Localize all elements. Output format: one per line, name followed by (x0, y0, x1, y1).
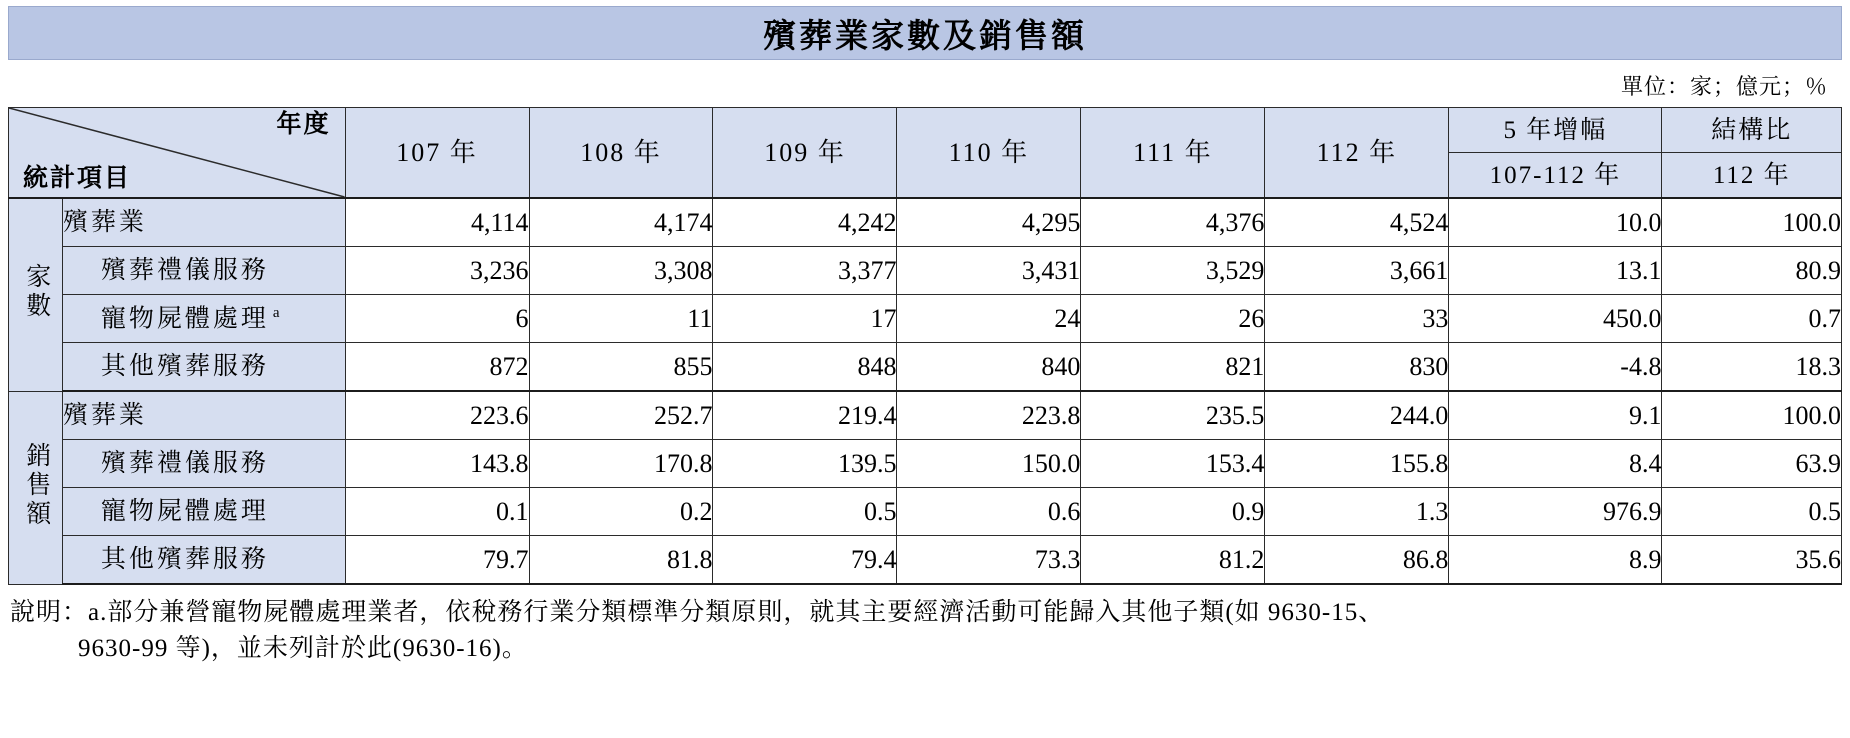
cell-value: 81.2 (1081, 536, 1265, 585)
cell-value: 86.8 (1265, 536, 1449, 585)
row-label: 其他殯葬服務 (62, 343, 345, 392)
row-label: 殯葬禮儀服務 (62, 440, 345, 488)
table-body (9, 198, 1842, 584)
cell-value: 3,431 (897, 247, 1081, 295)
footnote-marker: a (272, 304, 280, 321)
cell-value: 3,529 (1081, 247, 1265, 295)
cell-value: 73.3 (897, 536, 1081, 585)
cell-value: 4,242 (713, 198, 897, 247)
cell-value: 840 (897, 343, 1081, 392)
cell-growth: 8.4 (1449, 440, 1662, 488)
column-header-year-110: 110 年 (897, 108, 1081, 199)
cell-value: 223.8 (897, 391, 1081, 440)
corner-header-cell (9, 108, 346, 199)
page-title-bar (8, 6, 1842, 60)
table-row (9, 391, 1842, 440)
group-label-text: 銷售額 (22, 441, 50, 529)
cell-value: 244.0 (1265, 391, 1449, 440)
group-label-counts (9, 198, 63, 391)
cell-value: 139.5 (713, 440, 897, 488)
cell-structure: 0.5 (1662, 488, 1842, 536)
cell-structure: 100.0 (1662, 198, 1842, 247)
table-container (8, 107, 1842, 585)
cell-value: 0.1 (345, 488, 529, 536)
row-label: 寵物屍體處理 (62, 488, 345, 536)
cell-value: 3,308 (529, 247, 713, 295)
cell-value: 219.4 (713, 391, 897, 440)
cell-growth: 13.1 (1449, 247, 1662, 295)
footnote-line-2: 9630-99 等)，並未列計於此(9630-16)。 (78, 635, 528, 663)
cell-value: 872 (345, 343, 529, 392)
corner-year-label: 年度 (276, 111, 331, 138)
cell-value: 79.4 (713, 536, 897, 585)
cell-growth: 976.9 (1449, 488, 1662, 536)
cell-value: 170.8 (529, 440, 713, 488)
cell-value: 0.6 (897, 488, 1081, 536)
table-row (9, 247, 1842, 295)
column-header-year-111: 111 年 (1081, 108, 1265, 199)
cell-structure: 100.0 (1662, 391, 1842, 440)
group-label-sales (9, 391, 63, 584)
table-row (9, 440, 1842, 488)
cell-value: 0.2 (529, 488, 713, 536)
cell-value: 24 (897, 295, 1081, 343)
cell-value: 33 (1265, 295, 1449, 343)
cell-value: 17 (713, 295, 897, 343)
cell-value: 4,114 (345, 198, 529, 247)
table-row (9, 295, 1842, 343)
cell-structure: 18.3 (1662, 343, 1842, 392)
cell-growth: 9.1 (1449, 391, 1662, 440)
cell-value: 223.6 (345, 391, 529, 440)
column-header-structure: 結構比 (1662, 108, 1842, 153)
group-label-text: 家數 (22, 263, 50, 322)
cell-value: 150.0 (897, 440, 1081, 488)
cell-value: 830 (1265, 343, 1449, 392)
unit-label: 單位：家；億元；％ (1620, 74, 1828, 99)
column-header-year-112: 112 年 (1265, 108, 1449, 199)
column-subheader-structure-year: 112 年 (1662, 153, 1842, 199)
column-subheader-growth-range: 107-112 年 (1449, 153, 1662, 199)
cell-growth: 8.9 (1449, 536, 1662, 585)
cell-structure: 0.7 (1662, 295, 1842, 343)
cell-value: 0.9 (1081, 488, 1265, 536)
table-row (9, 198, 1842, 247)
column-header-year-107: 107 年 (345, 108, 529, 199)
page-title: 殯葬業家數及銷售額 (763, 18, 1087, 55)
row-label: 殯葬業 (62, 391, 345, 440)
cell-value: 155.8 (1265, 440, 1449, 488)
cell-value: 81.8 (529, 536, 713, 585)
cell-value: 252.7 (529, 391, 713, 440)
cell-value: 11 (529, 295, 713, 343)
cell-value: 4,174 (529, 198, 713, 247)
table-row (9, 488, 1842, 536)
cell-value: 0.5 (713, 488, 897, 536)
row-label: 殯葬禮儀服務 (62, 247, 345, 295)
row-label: 殯葬業 (62, 198, 345, 247)
cell-growth: 450.0 (1449, 295, 1662, 343)
table-row (9, 343, 1842, 392)
cell-value: 4,376 (1081, 198, 1265, 247)
column-header-growth: 5 年增幅 (1449, 108, 1662, 153)
footnote-line-1: 說明：a.部分兼營寵物屍體處理業者，依稅務行業分類標準分類原則，就其主要經濟活動可能歸入其他子類(如 9630-15、 (10, 599, 1385, 626)
cell-structure: 35.6 (1662, 536, 1842, 585)
cell-structure: 80.9 (1662, 247, 1842, 295)
row-label (62, 295, 345, 343)
cell-value: 3,236 (345, 247, 529, 295)
cell-value: 79.7 (345, 536, 529, 585)
cell-value: 855 (529, 343, 713, 392)
table-header (9, 108, 1842, 199)
table-row (9, 536, 1842, 585)
cell-value: 821 (1081, 343, 1265, 392)
row-label-text: 寵物屍體處理 (100, 305, 269, 333)
cell-value: 3,377 (713, 247, 897, 295)
cell-value: 235.5 (1081, 391, 1265, 440)
cell-structure: 63.9 (1662, 440, 1842, 488)
cell-value: 153.4 (1081, 440, 1265, 488)
cell-growth: -4.8 (1449, 343, 1662, 392)
cell-value: 143.8 (345, 440, 529, 488)
cell-value: 6 (345, 295, 529, 343)
cell-growth: 10.0 (1449, 198, 1662, 247)
footnote (10, 595, 1840, 668)
corner-item-label: 統計項目 (23, 165, 132, 192)
cell-value: 848 (713, 343, 897, 392)
report-page (0, 6, 1850, 738)
cell-value: 26 (1081, 295, 1265, 343)
column-header-year-108: 108 年 (529, 108, 713, 199)
row-label: 其他殯葬服務 (62, 536, 345, 585)
cell-value: 1.3 (1265, 488, 1449, 536)
cell-value: 3,661 (1265, 247, 1449, 295)
cell-value: 4,295 (897, 198, 1081, 247)
cell-value: 4,524 (1265, 198, 1449, 247)
column-header-year-109: 109 年 (713, 108, 897, 199)
funeral-industry-table (8, 107, 1842, 585)
